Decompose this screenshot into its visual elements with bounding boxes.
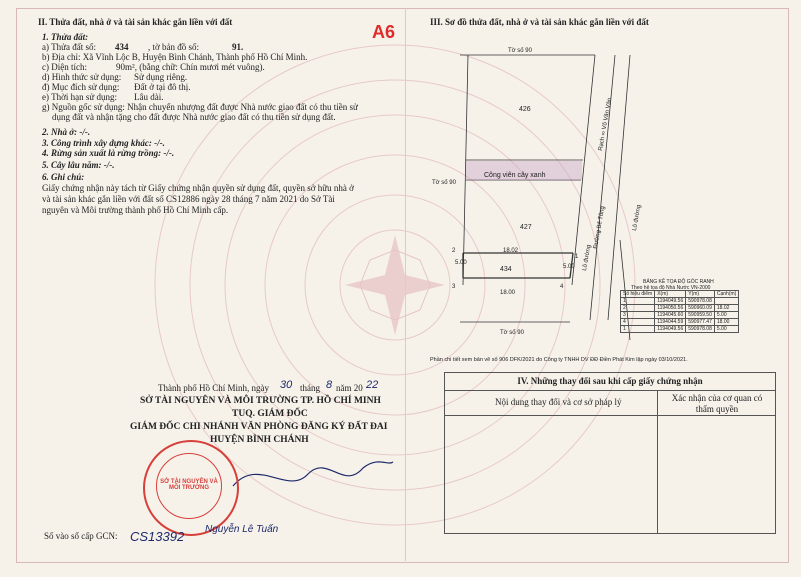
coord-col-edge: Cạnh(m) bbox=[714, 291, 738, 298]
concrete-road-label: Đường Bê Tông bbox=[592, 205, 607, 250]
area-value: 90m², (bằng chữ: Chín mươi mét vuông). bbox=[116, 62, 265, 72]
corner-3: 3 bbox=[452, 284, 456, 290]
map-sheet-number: 91. bbox=[232, 42, 244, 52]
land-origin-line1: g) Nguồn gốc sử dụng: Nhận chuyển nhượng đất được Nhà nước giao đất có thu tiền sử bbox=[42, 102, 358, 112]
corner-1: 1 bbox=[575, 254, 579, 260]
issue-year: 22 bbox=[366, 379, 379, 391]
coord-col-point: Số hiệu điểm bbox=[621, 291, 655, 298]
signature-stroke bbox=[228, 446, 398, 506]
issue-date-prefix: Thành phố Hồ Chí Minh, ngày bbox=[158, 383, 269, 393]
issue-year-label: năm 20 bbox=[336, 383, 363, 393]
parcel-number: 434 bbox=[115, 42, 129, 52]
dim-top: 18.02 bbox=[503, 248, 519, 254]
coord-table-subtitle: Theo hệ tọa độ Nhà Nước VN-2000 bbox=[631, 285, 711, 291]
authority-line1: SỞ TÀI NGUYÊN VÀ MÔI TRƯỜNG TP. HỒ CHÍ MINH bbox=[140, 396, 381, 406]
parcel-427: 427 bbox=[520, 224, 532, 231]
land-origin-line2: dụng đất và nhận tặng cho đất được Nhà nước giao đất có thu tiền sử dụng đất. bbox=[52, 112, 336, 122]
authority-line3: GIÁM ĐỐC CHI NHÁNH VĂN PHÒNG ĐĂNG KÝ ĐẤT ĐAI bbox=[130, 422, 388, 432]
construction-line: 3. Công trình xây dựng khác: -/-. bbox=[42, 138, 165, 148]
coord-row: 2 1194050.56 590960.09 18.02 bbox=[621, 305, 739, 312]
coord-col-y: Y(m) bbox=[686, 291, 715, 298]
corner-2: 2 bbox=[452, 248, 456, 254]
parcel-434: 434 bbox=[500, 266, 512, 273]
seal-text: SỞ TÀI NGUYÊN VÀ MÔI TRƯỜNG bbox=[160, 479, 218, 491]
note-line2: và tài sản khác gắn liền với đất số CS12886 ngày 28 tháng 7 năm 2021 do Sở Tài bbox=[42, 194, 335, 204]
perennial-line: 5. Cây lâu năm: -/-. bbox=[42, 160, 115, 170]
use-purpose-value: Đất ở tại đô thị. bbox=[134, 82, 191, 92]
use-term-label: e) Thời hạn sử dụng: bbox=[42, 92, 117, 102]
house-line: 2. Nhà ở: -/-. bbox=[42, 127, 91, 137]
coord-table-title: BẢNG KÊ TỌA ĐỘ GÓC RANH bbox=[643, 279, 714, 285]
authority-line2: TUQ. GIÁM ĐỐC bbox=[232, 409, 308, 419]
changes-col2-header: Xác nhận của cơ quan có thẩm quyền bbox=[671, 393, 763, 414]
corner-4: 4 bbox=[560, 284, 564, 290]
issue-day: 30 bbox=[280, 379, 293, 391]
issue-month-label: tháng bbox=[300, 383, 320, 393]
area-label: c) Diện tích: bbox=[42, 62, 87, 72]
parcel-number-label: a) Thửa đất số: bbox=[42, 42, 96, 52]
coord-row: 1 1194049.56 590978.08 bbox=[621, 298, 739, 305]
changes-col1-header: Nội dung thay đổi và cơ sở pháp lý bbox=[495, 397, 622, 407]
use-purpose-label: đ) Mục đích sử dụng: bbox=[42, 82, 120, 92]
map-sheet-bottom: Tờ số 90 bbox=[500, 330, 524, 336]
use-form-value: Sử dụng riêng. bbox=[134, 72, 188, 82]
coord-col-x: X(m) bbox=[655, 291, 686, 298]
note-heading: 6. Ghi chú: bbox=[42, 172, 85, 182]
authority-line4: HUYỆN BÌNH CHÁNH bbox=[210, 435, 309, 445]
sheet-badge: A6 bbox=[372, 22, 396, 42]
section-ii-title: II. Thửa đất, nhà ở và tài sản khác gắn liền với đất bbox=[38, 17, 233, 27]
map-sheet-label: , tờ bản đồ số: bbox=[148, 42, 200, 52]
dim-bottom: 18.00 bbox=[500, 290, 516, 296]
coord-row: 4 1194044.59 590977.47 18.00 bbox=[621, 319, 739, 326]
park-label: Công viên cây xanh bbox=[484, 172, 546, 179]
gcn-register-number: CS13392 bbox=[130, 529, 185, 544]
changes-section bbox=[444, 372, 776, 534]
map-sheet-top: Tờ số 90 bbox=[508, 48, 532, 54]
coord-table bbox=[620, 290, 739, 333]
road-label: Rạch ∞ Võ Văn Vân bbox=[597, 97, 614, 152]
section-iii-title: III. Sơ đồ thửa đất, nhà ở và tài sản khác gắn liền với đất bbox=[430, 17, 649, 27]
parcel-address: b) Địa chỉ: Xã Vĩnh Lộc B, Huyện Bình Chánh, Thành phố Hồ Chí Minh. bbox=[42, 52, 308, 62]
use-term-value: Lâu dài. bbox=[134, 92, 164, 102]
issue-month: 8 bbox=[326, 379, 333, 391]
lot-road-label-1: Lô đường bbox=[581, 244, 593, 272]
note-line1: Giấy chứng nhận này tách từ Giấy chứng nhận quyền sử dụng đất, quyền sở hữu nhà ở bbox=[42, 183, 354, 193]
signer-name: Nguyễn Lê Tuấn bbox=[205, 524, 279, 535]
dim-left: 5.00 bbox=[455, 260, 467, 266]
changes-title: IV. Những thay đổi sau khi cấp giấy chứng nhận bbox=[445, 373, 775, 391]
forest-line: 4. Rừng sản xuất là rừng trồng: -/-. bbox=[42, 148, 175, 158]
coord-row: 1 1194049.56 590978.08 5.00 bbox=[621, 326, 739, 333]
parcel-heading: 1. Thửa đất: bbox=[42, 32, 89, 42]
center-fold bbox=[405, 8, 406, 561]
use-form-label: d) Hình thức sử dụng: bbox=[42, 72, 122, 82]
parcel-426: 426 bbox=[519, 106, 531, 113]
lot-road-label-2: Lô đường bbox=[631, 204, 643, 232]
dim-right: 5.00 bbox=[563, 264, 575, 270]
map-sheet-left: Tờ số 90 bbox=[432, 180, 456, 186]
note-line3: nguyên và Môi trường thành phố Hồ Chí Minh cấp. bbox=[42, 205, 229, 215]
gcn-register-label: Số vào sổ cấp GCN: bbox=[44, 531, 118, 541]
map-footnote: Phần chi tiết xem bản vẽ số 906 DFK/2021 do Công ty TNHH DV ĐĐ Điền Phát Kim lập ngày 03/10/2021. bbox=[430, 357, 688, 363]
coord-row: 3 1194045.60 590959.50 5.00 bbox=[621, 312, 739, 319]
